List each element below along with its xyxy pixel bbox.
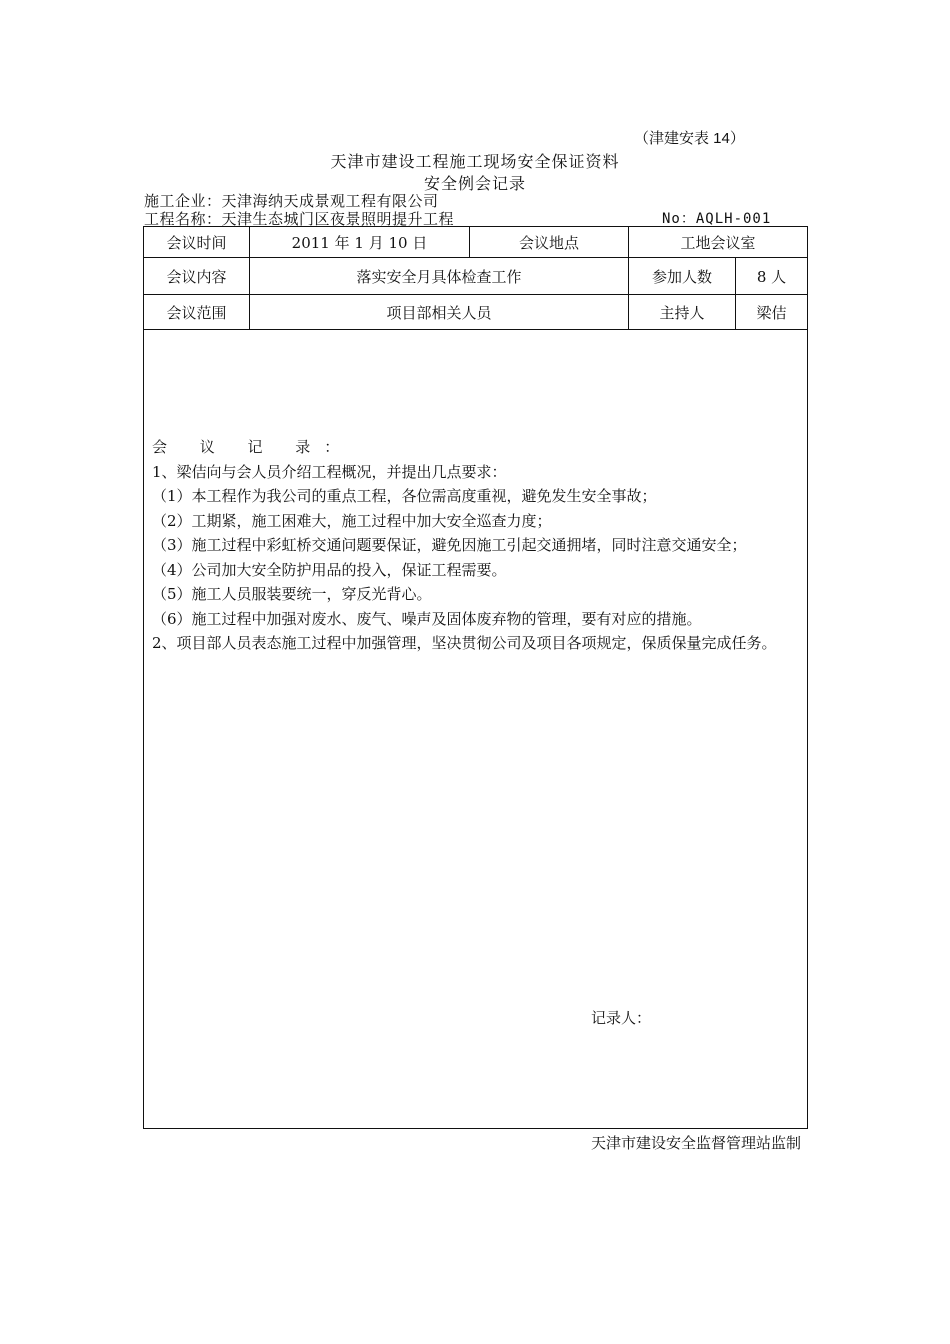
record-line: （3）施工过程中彩虹桥交通问题要保证，避免因施工引起交通拥堵，同时注意交通安全； [152,536,747,554]
meeting-record-box [143,330,808,1129]
record-heading: 会 议 记 录： [152,438,354,456]
meeting-content-label: 会议内容 [144,258,250,295]
host-label: 主持人 [629,295,736,330]
meeting-time-value: 2011 年 1 月 10 日 [250,227,470,258]
record-line: （4）公司加大安全防护用品的投入，保证工程需要。 [152,560,507,579]
meeting-content-value: 落实安全月具体检查工作 [250,258,629,295]
record-line: （5）施工人员服装要统一，穿反光背心。 [152,585,432,603]
meeting-scope-label: 会议范围 [144,295,250,330]
meeting-place-value: 工地会议室 [629,227,808,258]
company-line: 施工企业：天津海纳天成景观工程有限公司 [144,192,439,210]
table-row [144,295,808,330]
table-row [144,258,808,295]
project-line: 工程名称：天津生态城门区夜景照明提升工程 [144,210,455,228]
meeting-record-body [152,435,800,656]
meeting-time-label: 会议时间 [144,227,250,258]
meeting-info-table [143,226,808,330]
document-number: No：AQLH-001 [662,211,772,227]
record-line: 1、梁佶向与会人员介绍工程概况，并提出几点要求： [152,462,507,481]
document-title: 天津市建设工程施工现场安全保证资料 [330,152,620,171]
attendees-value: 8 人 [736,258,808,295]
record-line: （6）施工过程中加强对废水、废气、噪声及固体废弃物的管理，要有对应的措施。 [152,609,702,628]
meeting-scope-value: 项目部相关人员 [250,295,629,330]
recorder-label: 记录人： [591,1009,652,1027]
record-line: 2、项目部人员表态施工过程中加强管理，坚决贯彻公司及项目各项规定，保质保量完成任务。 [152,634,777,652]
table-row [144,227,808,258]
meeting-place-label: 会议地点 [470,227,629,258]
attendees-label: 参加人数 [629,258,736,295]
issuer-footer: 天津市建设安全监督管理站监制 [591,1134,802,1152]
document-subtitle: 安全例会记录 [423,174,526,193]
form-code: （津建安表 14） [634,130,745,147]
record-line: （1）本工程作为我公司的重点工程，各位需高度重视，避免发生安全事故； [152,487,657,505]
record-line: （2）工期紧，施工困难大，施工过程中加大安全巡查力度； [152,511,552,530]
host-value: 梁佶 [736,295,808,330]
